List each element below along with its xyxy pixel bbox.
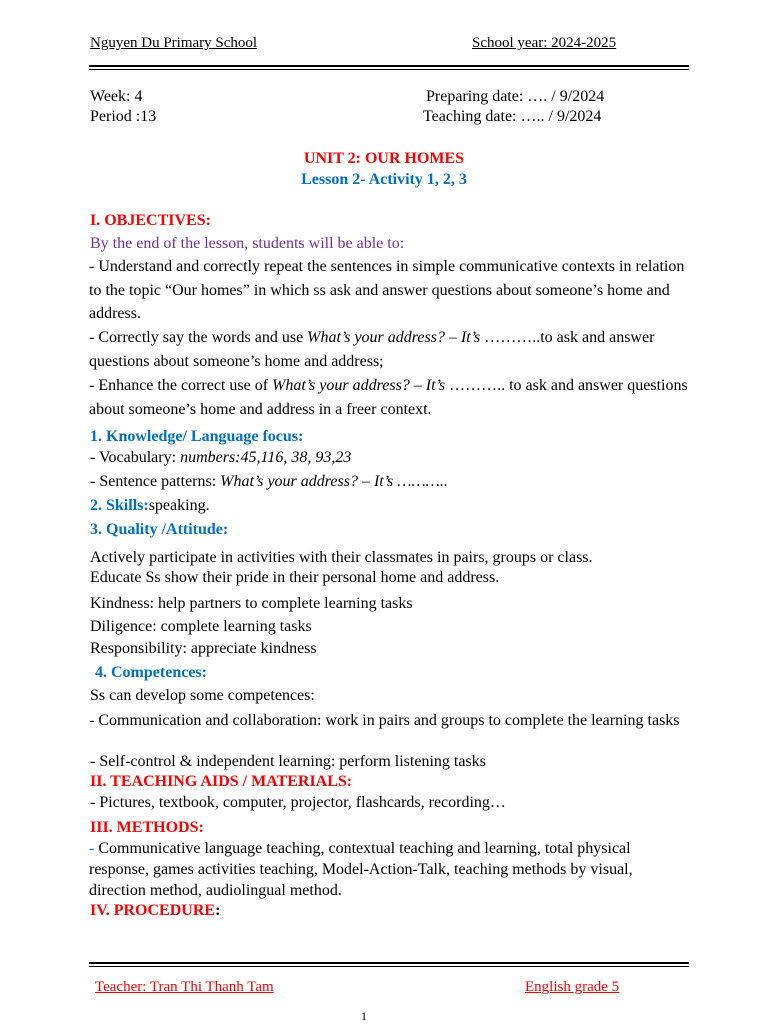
school-name: Nguyen Du Primary School — [90, 35, 258, 51]
competences-heading: 4. Competences: — [95, 664, 207, 681]
objectives-bullet-3 — [89, 374, 691, 421]
sentence-patterns-label: - Sentence patterns: — [90, 473, 221, 490]
footer-rule-top — [89, 962, 689, 964]
quality-heading: 3. Quality /Attitude: — [90, 521, 229, 538]
objectives-bullet-2 — [89, 326, 691, 373]
sentence-patterns-line — [90, 472, 448, 492]
competences-item-1: - Communication and collaboration: work in pairs and groups to complete the learning tasks — [89, 712, 680, 729]
footer-rule-bottom — [89, 966, 689, 967]
school-year: School year: 2024-2025 — [472, 35, 617, 51]
footer-teacher: Teacher: Tran Thi Thanh Tam — [95, 979, 274, 995]
skills-heading: 2. Skills: — [90, 497, 149, 514]
bullet-3-pattern: What’s your address? – It’s — [272, 377, 450, 394]
page-number: 1 — [361, 1009, 367, 1023]
objectives-intro: By the end of the lesson, students will be able to: — [90, 235, 405, 252]
vocabulary-label: - Vocabulary: — [90, 449, 181, 466]
procedure-line — [90, 901, 220, 921]
teaching-date: Teaching date: ….. / 9/2024 — [423, 108, 602, 125]
footer-subject-text: English grade 5 — [525, 979, 620, 995]
methods-value — [89, 838, 691, 901]
skills-value: speaking. — [148, 497, 210, 514]
bullet-2-rest: ………..to ask and answer questions about someone’s home and address; — [89, 329, 655, 370]
vocabulary-value: numbers:45,116, 38, 93,23 — [180, 449, 352, 466]
week-label: Week: 4 — [90, 88, 143, 105]
methods-text: Communicative language teaching, contextual teaching and learning, total physical response, games activities teaching, Model-Action-Talk, teaching methods by visual, direction method, audiolingual method. — [89, 840, 633, 899]
unit-title: UNIT 2: OUR HOMES — [303, 150, 465, 167]
objectives-heading: I. OBJECTIVES: — [90, 212, 211, 229]
aids-heading: II. TEACHING AIDS / MATERIALS: — [90, 773, 353, 790]
methods-heading: III. METHODS: — [90, 819, 204, 836]
quality-line-1: Actively participate in activities with their classmates in pairs, groups or class. — [90, 549, 593, 566]
footer-subject — [525, 979, 689, 996]
methods-dash: - — [89, 840, 95, 857]
header-rule-top — [89, 65, 689, 67]
knowledge-heading: 1. Knowledge/ Language focus: — [90, 428, 304, 445]
quality-diligence: Diligence: complete learning tasks — [90, 618, 312, 635]
competences-item-2: - Self-control & independent learning: perform listening tasks — [90, 753, 486, 770]
quality-responsibility: Responsibility: appreciate kindness — [90, 640, 317, 657]
skills-line — [90, 496, 210, 516]
sentence-patterns-value: What’s your address? – It’s ……….. — [220, 473, 448, 490]
preparing-date: Preparing date: …. / 9/2024 — [426, 88, 605, 105]
quality-kindness: Kindness: help partners to complete learning tasks — [90, 595, 413, 612]
period-label: Period :13 — [90, 108, 157, 125]
bullet-3-text: - Enhance the correct use of — [89, 377, 273, 394]
bullet-3-rest: ……….. to ask and answer questions about someone’s home and address in a freer context. — [89, 377, 688, 418]
bullet-2-text: - Correctly say the words and use — [89, 329, 308, 346]
bullet-2-pattern: What’s your address? – It’s — [307, 329, 485, 346]
aids-value: - Pictures, textbook, computer, projector, flashcards, recording… — [90, 794, 506, 811]
procedure-colon: : — [215, 902, 221, 919]
header-rule-bottom — [89, 69, 689, 70]
quality-line-2: Educate Ss show their pride in their personal home and address. — [90, 569, 500, 586]
objectives-bullet-1: - Understand and correctly repeat the sentences in simple communicative contexts in relation to the topic “Our homes” in which ss ask and answer questions about someone’s home and address. — [89, 258, 685, 322]
lesson-title: Lesson 2- Activity 1, 2, 3 — [301, 171, 467, 188]
procedure-heading: IV. PROCEDURE — [90, 902, 216, 919]
vocabulary-line — [90, 448, 351, 468]
competences-intro: Ss can develop some competences: — [90, 687, 315, 704]
